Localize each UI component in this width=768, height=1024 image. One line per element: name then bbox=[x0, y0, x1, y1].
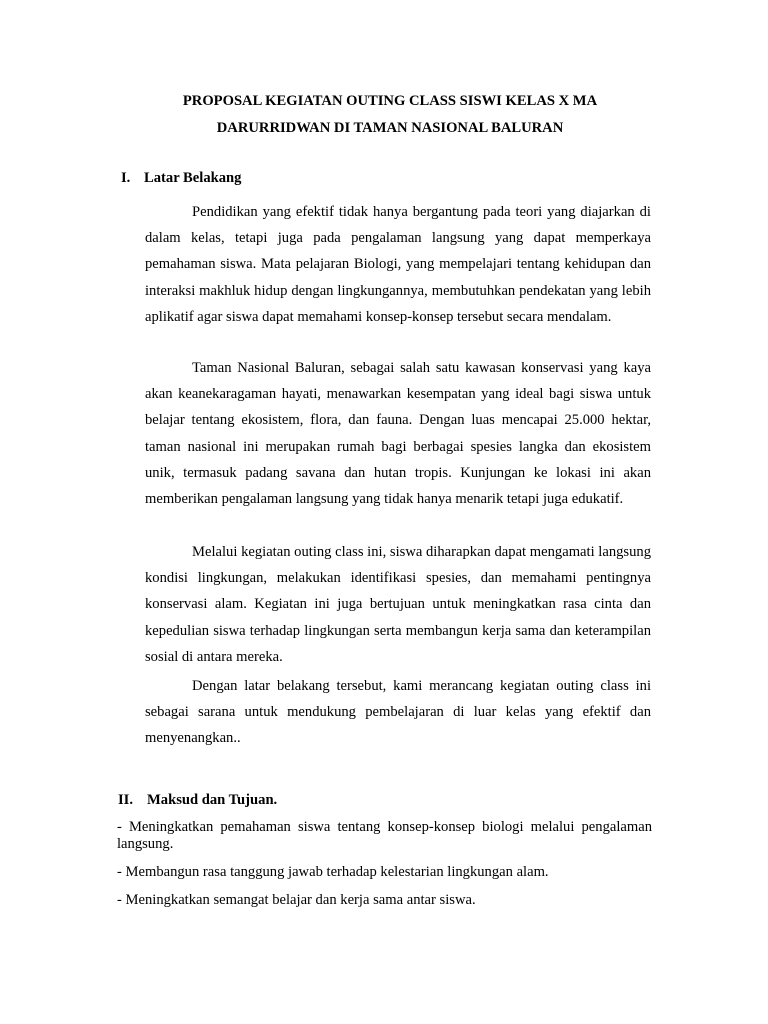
section-number: I. bbox=[121, 170, 131, 186]
section-number: II. bbox=[118, 792, 134, 808]
paragraph-2: Taman Nasional Baluran, sebagai salah satu kawasan konservasi yang kaya akan keanekaragaman hayati, menawarkan kesempatan yang ideal bagi siswa untuk belajar tentang ekosistem, flora, dan fauna. Dengan luas mencapai 25.000 hektar, taman nasional ini merupakan rumah bagi berbagai spesies langka dan ekosistem unik, termasuk padang savana dan hutan tropis. Kunjungan ke lokasi ini akan memberikan pengalaman langsung yang tidak hanya menarik tetapi juga edukatif. bbox=[145, 360, 651, 508]
paragraph-4: Dengan latar belakang tersebut, kami merancang kegiatan outing class ini sebagai sarana untuk mendukung pembelajaran di luar kelas yang efektif dan menyenangkan.. bbox=[145, 678, 651, 747]
section-title: Maksud dan Tujuan. bbox=[147, 792, 278, 808]
paragraph-1: Pendidikan yang efektif tidak hanya bergantung pada teori yang diajarkan di dalam kelas, tetapi juga pada pengalaman langsung yang dapat memperkaya pemahaman siswa. Mata pelajaran Biologi, yang mempelajari tentang kehidupan dan interaksi makhluk hidup dengan lingkungannya, membutuhkan pendekatan yang lebih aplikatif agar siswa dapat memahami konsep-konsep tersebut secara mendalam. bbox=[145, 204, 651, 325]
document-title-line-1: PROPOSAL KEGIATAN OUTING CLASS SISWI KELAS X MA bbox=[182, 93, 598, 109]
section-heading-maksud-tujuan bbox=[118, 792, 277, 809]
paragraph-3: Melalui kegiatan outing class ini, siswa diharapkan dapat mengamati langsung kondisi lingkungan, melakukan identifikasi spesies, dan memahami pentingnya konservasi alam. Kegiatan ini juga bertujuan untuk meningkatkan rasa cinta dan kepedulian siswa terhadap lingkungan serta membangun kerja sama dan keterampilan sosial di antara mereka. bbox=[145, 544, 651, 665]
section-title: Latar Belakang bbox=[144, 170, 242, 186]
document-title-line-2: DARURRIDWAN DI TAMAN NASIONAL BALURAN bbox=[216, 120, 564, 136]
list-item-2: - Membangun rasa tanggung jawab terhadap kelestarian lingkungan alam. bbox=[117, 864, 549, 880]
list-item-1: - Meningkatkan pemahaman siswa tentang konsep-konsep biologi melalui pengalaman langsung. bbox=[117, 819, 652, 852]
list-item-3: - Meningkatkan semangat belajar dan kerja sama antar siswa. bbox=[117, 892, 476, 908]
section-heading-latar-belakang bbox=[121, 170, 241, 187]
